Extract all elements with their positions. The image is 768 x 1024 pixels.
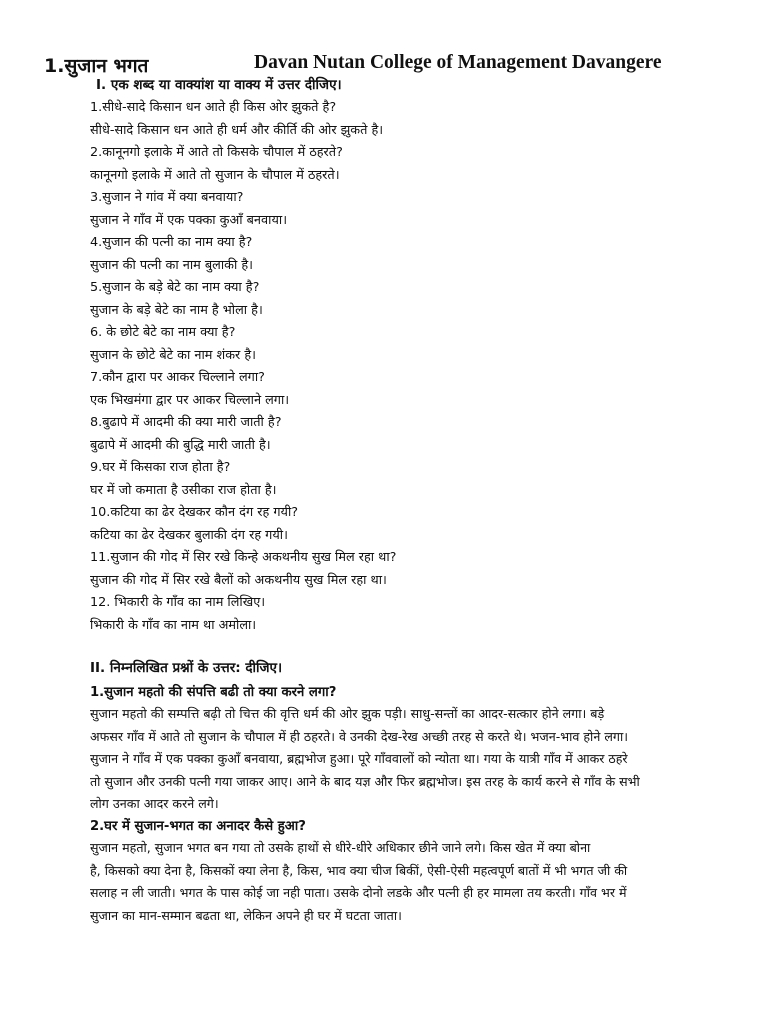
long-answer-2 [90, 837, 730, 927]
section-1-heading: I. एक शब्द या वाक्यांश या वाक्य में उत्तर दीजिए। [96, 77, 342, 93]
section-2-heading: II. निम्नलिखित प्रश्नों के उत्तर: दीजिए। [90, 660, 283, 676]
answer-3: सुजान ने गाँव में एक पक्का कुआँ बनवाया। [90, 212, 288, 228]
answer-7: एक भिखमंगा द्वार पर आकर चिल्लाने लगा। [90, 392, 290, 408]
college-name: Davan Nutan College of Management Davangere [254, 52, 662, 73]
paragraph-line: है, किसको क्या देना है, किसकों क्या लेना है, किस, भाव क्या चीज बिकीं, ऐसी-ऐसी महत्वपूर्ण बातों में भी भगत जी की [90, 862, 628, 878]
question-3: 3.सुजान ने गांव में क्या बनवाया? [90, 190, 244, 205]
answer-10: कटिया का ढेर देखकर बुलाकी दंग रह गयी। [90, 527, 288, 543]
paragraph-line: तो सुजान और उनकी पत्नी गया जाकर आए। आने के बाद यज्ञ और फिर ब्रह्मभोज। इस तरह के कार्य करने से गाँव के सभी [90, 773, 640, 789]
paragraph-line: अफसर गाँव में आते तो सुजान के चौपाल में ही ठहरते। वे उनकी देख-रेख अच्छी तरह से करते थे। भजन-भाव होने लगा। [90, 728, 628, 744]
answer-9: घर में जो कमाता है उसीका राज होता है। [90, 482, 277, 498]
question-12: 12. भिकारी के गाँव का नाम लिखिए। [90, 595, 266, 610]
question-2: 2.कानूनगो इलाके में आते तो किसके चौपाल में ठहरते? [90, 145, 343, 160]
answer-12: भिकारी के गाँव का नाम था अमोला। [90, 617, 257, 633]
answer-4: सुजान की पत्नी का नाम बुलाकी है। [90, 257, 254, 273]
question-8: 8.बुढापे में आदमी की क्या मारी जाती है? [90, 415, 282, 430]
answer-1: सीधे-सादे किसान धन आते ही धर्म और कीर्ति की ओर झुकते है। [90, 122, 384, 138]
question-11: 11.सुजान की गोद में सिर रखे किन्हे अकथनीय सुख मिल रहा था? [90, 550, 397, 565]
answer-11: सुजान की गोद में सिर रखे बैलों को अकथनीय सुख मिल रहा था। [90, 572, 387, 588]
paragraph-line: सुजान का मान-सम्मान बढता था, लेकिन अपने ही घर में घटता जाता। [90, 907, 402, 923]
long-question-1: 1.सुजान महतो की संपत्ति बढी तो क्या करने लगा? [90, 685, 337, 700]
section-1-qa-list [90, 97, 730, 637]
chapter-title: 1.सुजान भगत [44, 55, 149, 77]
question-6: 6. के छोटे बेटे का नाम क्या है? [90, 325, 236, 340]
long-question-2: 2.घर में सुजान-भगत का अनादर कैसे हुआ? [90, 819, 306, 834]
answer-5: सुजान के बड़े बेटे का नाम है भोला है। [90, 302, 263, 318]
answer-8: बुढापे में आदमी की बुद्धि मारी जाती है। [90, 437, 271, 453]
question-1: 1.सीधे-सादे किसान धन आते ही किस ओर झुकते है? [90, 100, 337, 115]
question-7: 7.कौन द्वारा पर आकर चिल्लाने लगा? [90, 370, 265, 385]
page-header [44, 52, 728, 76]
question-9: 9.घर में किसका राज होता है? [90, 460, 231, 475]
paragraph-line: सलाह न ली जाती। भगत के पास कोई जा नही पाता। उसके दोनो लडके और पत्नी ही हर मामला तय करती। गाँव भर में [90, 885, 627, 900]
question-5: 5.सुजान के बड़े बेटे का नाम क्या है? [90, 280, 260, 295]
answer-2: कानूनगो इलाके में आते तो सुजान के चौपाल में ठहरते। [90, 167, 340, 183]
paragraph-line: सुजान महतो की सम्पत्ति बढ़ी तो चित्त की वृत्ति धर्म की ओर झुक पड़ी। साधु-सन्तों का आदर-सत्कार होने लगा। बड़े [90, 706, 605, 721]
paragraph-line: सुजान ने गाँव में एक पक्का कुआँ बनवाया, ब्रह्मभोज हुआ। पूरे गाँववालों को न्योता था। गया के यात्री गाँव में आकर ठहरे [90, 751, 628, 766]
question-4: 4.सुजान की पत्नी का नाम क्या है? [90, 235, 253, 250]
question-10: 10.कटिया का ढेर देखकर कौन दंग रह गयी? [90, 505, 299, 520]
paragraph-line: लोग उनका आदर करने लगे। [90, 796, 219, 811]
answer-6: सुजान के छोटे बेटे का नाम शंकर है। [90, 347, 256, 363]
paragraph-line: सुजान महतो, सुजान भगत बन गया तो उसके हाथों से धीरे-धीरे अधिकार छीने जाने लगे। किस खेत में क्या बोना [90, 840, 591, 855]
long-answer-1 [90, 703, 730, 816]
